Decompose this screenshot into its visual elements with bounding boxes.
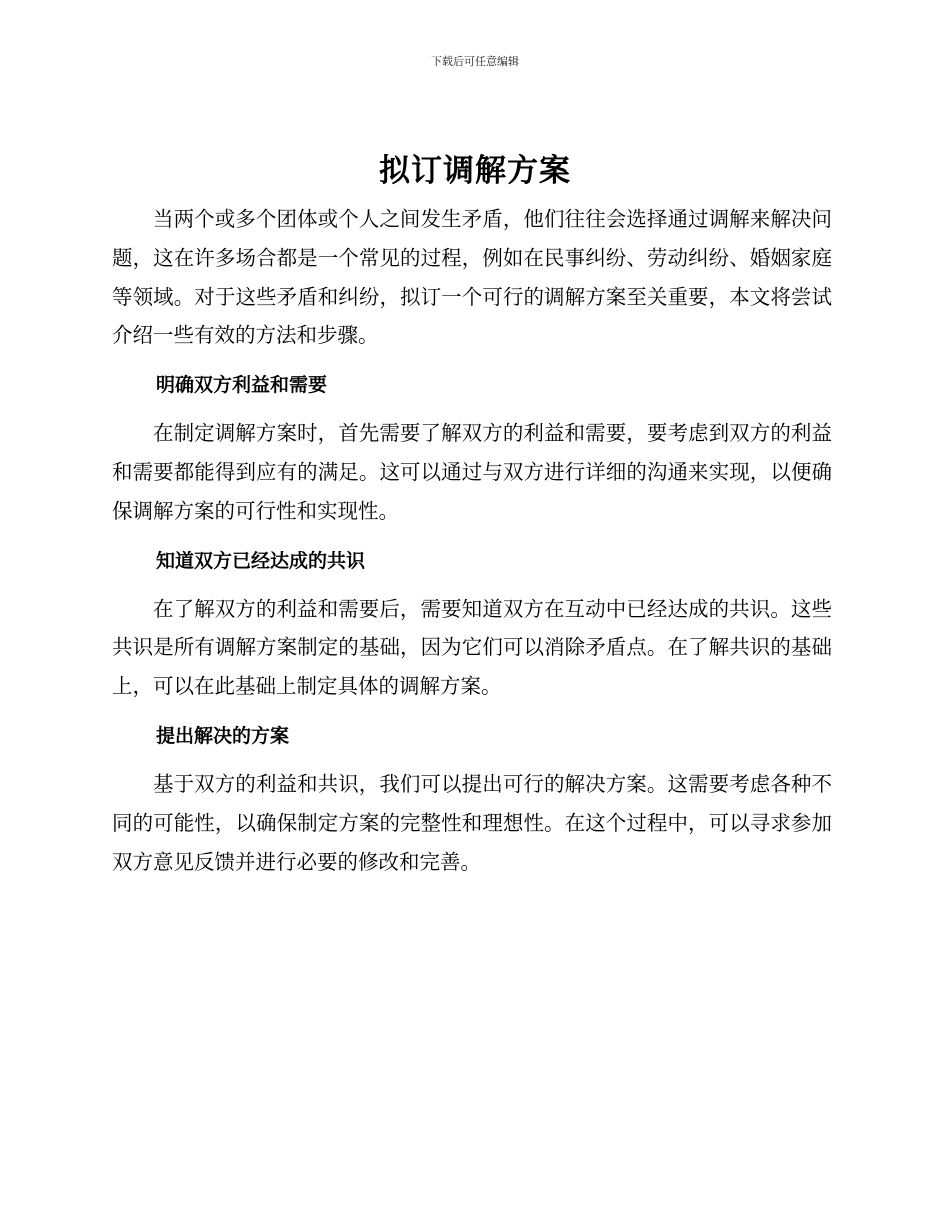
section-paragraph-consensus: 在了解双方的利益和需要后，需要知道双方在互动中已经达成的共识。这些共识是所有调解方案制定的基础，因为它们可以消除矛盾点。在了解共识的基础上，可以在此基础上制定具体的调解方案。 [112,596,832,699]
section-heading-consensus: 知道双方已经达成的共识 [156,549,366,572]
intro-paragraph: 当两个或多个团体或个人之间发生矛盾，他们往往会选择通过调解来解决问题，这在许多场合都是一个常见的过程，例如在民事纠纷、劳动纠纷、婚姻家庭等领域。对于这些矛盾和纠纷，拟订一个可行的调解方案至关重要，本文将尝试介绍一些有效的方法和步骤。 [112,207,832,348]
page-header-note: 下载后可任意编辑 [431,55,519,68]
document-title: 拟订调解方案 [379,153,571,189]
section-paragraph-interests: 在制定调解方案时，首先需要了解双方的利益和需要，要考虑到双方的利益和需要都能得到应有的满足。这可以通过与双方进行详细的沟通来实现，以便确保调解方案的可行性和实现性。 [112,421,832,523]
section-heading-interests: 明确双方利益和需要 [156,374,328,397]
section-paragraph-solution: 基于双方的利益和共识，我们可以提出可行的解决方案。这需要考虑各种不同的可能性，以确保制定方案的完整性和理想性。在这个过程中，可以寻求参加双方意见反馈并进行必要的修改和完善。 [112,771,832,874]
section-heading-solution: 提出解决的方案 [156,724,290,747]
document-body [112,200,832,881]
